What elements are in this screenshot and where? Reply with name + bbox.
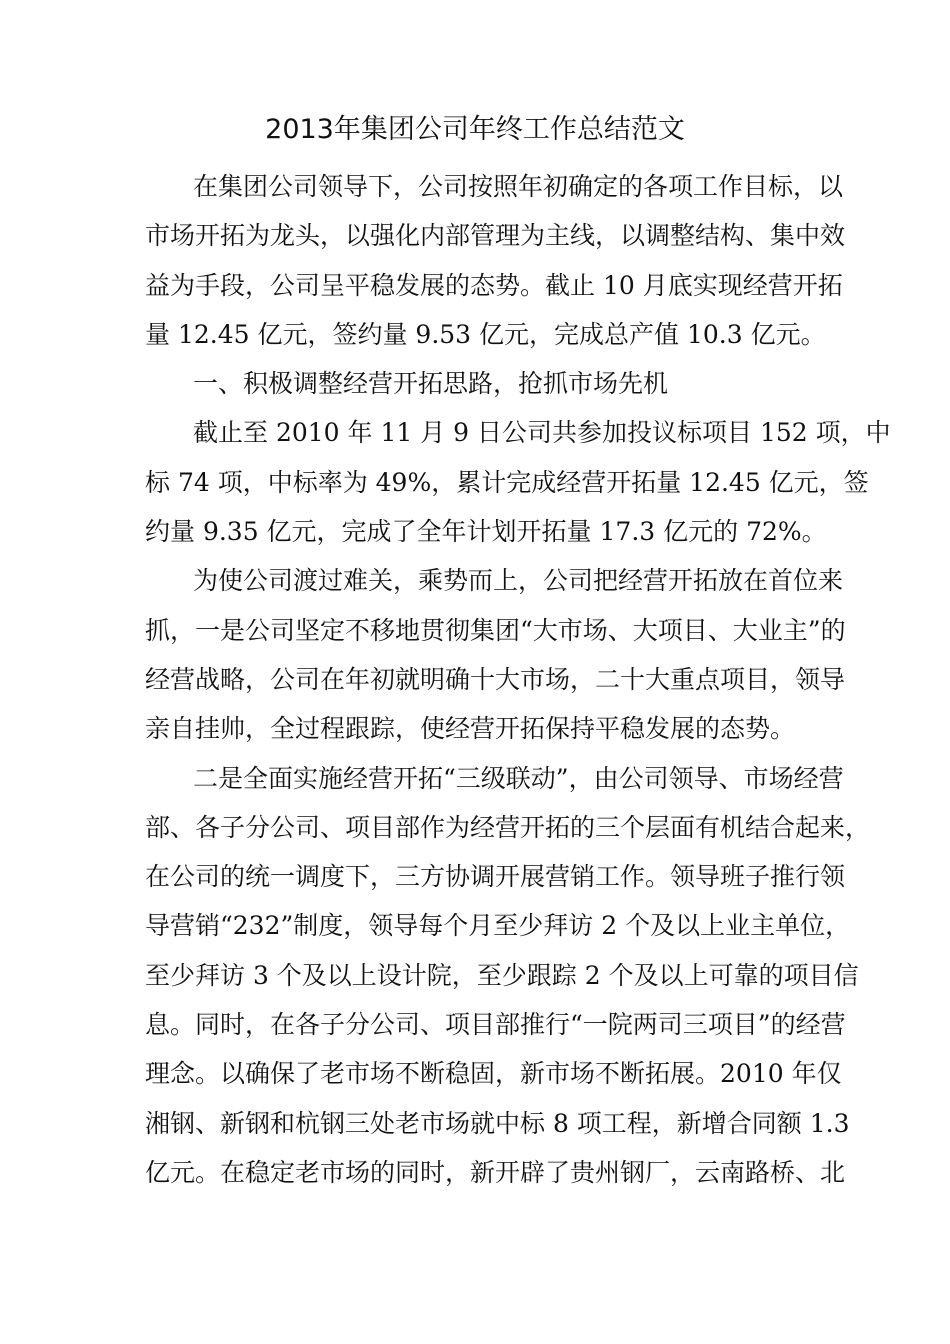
paragraph-linkage	[145, 754, 871, 1198]
text-line: 导营销“232”制度，领导每个月至少拜访 2 个及以上业主单位，	[145, 911, 851, 941]
document-body	[145, 162, 891, 1197]
text-line: 息。同时，在各子分公司、项目部推行“一院两司三项目”的经营	[145, 1010, 846, 1040]
text-line: 亿元。在稳定老市场的同时，新开辟了贵州钢厂，云南路桥、北	[145, 1157, 846, 1187]
text-line: 亲自挂帅，全过程跟踪，使经营开拓保持平稳发展的态势。	[145, 714, 796, 744]
text-line: 益为手段，公司呈平稳发展的态势。截止 10 月底实现经营开拓	[145, 270, 843, 300]
text-line: 湘钢、新钢和杭钢三处老市场就中标 8 项工程，新增合同额 1.3	[145, 1108, 850, 1138]
text-line: 一、积极调整经营开拓思路，抢抓市场先机	[193, 369, 669, 399]
text-line: 理念。以确保了老市场不断稳固，新市场不断拓展。2010 年仅	[145, 1059, 842, 1089]
document-title: 2013年集团公司年终工作总结范文	[265, 114, 685, 145]
text-line: 部、各子分公司、项目部作为经营开拓的三个层面有机结合起来，	[145, 812, 871, 842]
text-line: 二是全面实施经营开拓“三级联动”，由公司领导、市场经营	[193, 763, 844, 793]
text-line: 至少拜访 3 个及以上设计院，至少跟踪 2 个及以上可靠的项目信	[145, 960, 859, 990]
text-line: 截止至 2010 年 11 月 9 日公司共参加投议标项目 152 项，中	[193, 418, 891, 448]
text-line: 经营战略，公司在年初就明确十大市场，二十大重点项目，领导	[145, 664, 846, 694]
text-line: 在集团公司领导下，公司按照年初确定的各项工作目标，以	[193, 172, 844, 201]
text-line: 市场开拓为龙头，以强化内部管理为主线，以调整结构、集中效	[145, 221, 846, 251]
text-line: 在公司的统一调度下，三方协调开展营销工作。领导班子推行领	[145, 862, 846, 892]
text-line: 抓，一是公司坚定不移地贯彻集团“大市场、大项目、大业主”的	[145, 615, 846, 645]
paragraph-bidding	[145, 408, 891, 556]
paragraph-intro	[145, 162, 846, 359]
text-line: 标 74 项，中标率为 49%，累计完成经营开拓量 12.45 亿元，签	[145, 467, 869, 497]
text-line: 为使公司渡过难关，乘势而上，公司把经营开拓放在首位来	[193, 566, 844, 596]
paragraph-strategy	[145, 556, 846, 753]
text-line: 量 12.45 亿元，签约量 9.53 亿元，完成总产值 10.3 亿元。	[145, 319, 826, 349]
text-line: 约量 9.35 亿元，完成了全年计划开拓量 17.3 亿元的 72%。	[145, 517, 827, 547]
section-heading	[145, 359, 807, 408]
